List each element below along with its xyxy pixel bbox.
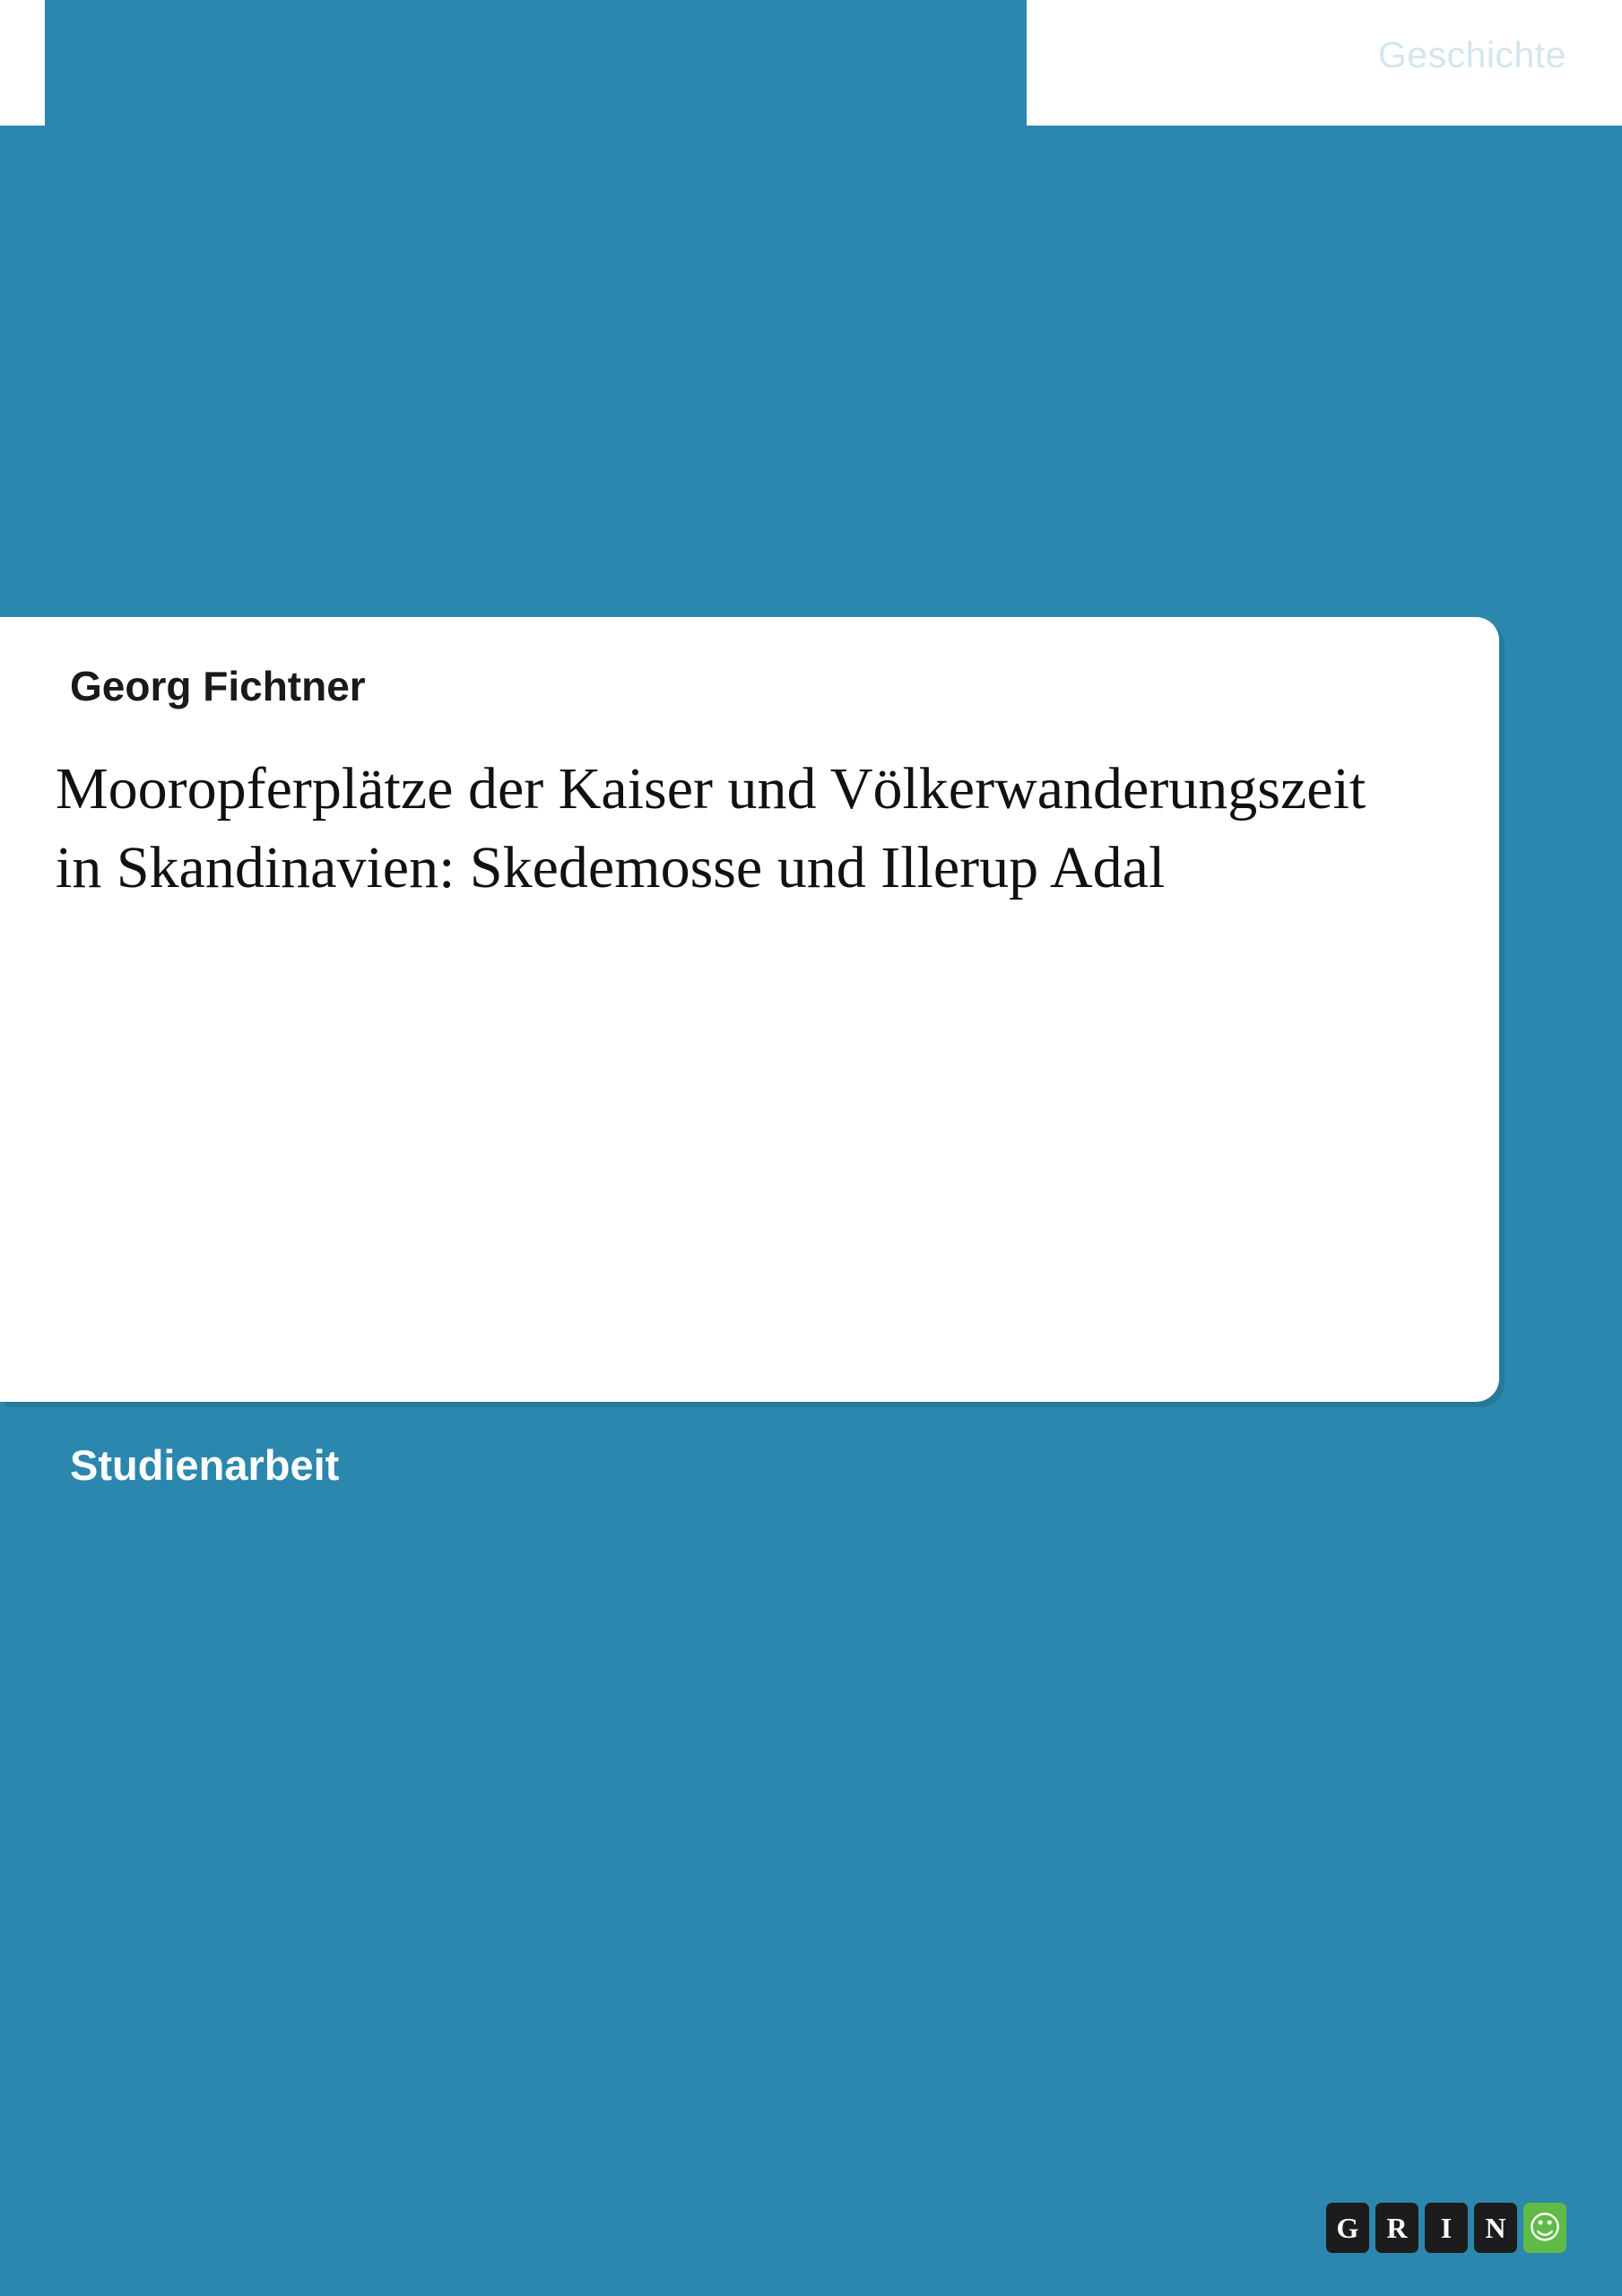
author-name: Georg Fichtner	[70, 663, 366, 709]
page-title: Mooropferplätze der Kaiser und Völkerwanderungszeit in Skandinavien: Skedemosse und Illerup Adal	[56, 756, 1366, 900]
category-label: Geschichte	[1377, 34, 1566, 75]
logo-letter-i: I	[1425, 2203, 1468, 2253]
title-card	[0, 617, 1499, 1402]
grin-publisher-logo	[1326, 2203, 1566, 2253]
document-type-label: Studienarbeit	[70, 1441, 340, 1489]
smiley-icon: ☺	[1523, 2203, 1566, 2253]
logo-letter-g: G	[1326, 2203, 1369, 2253]
logo-letter-n: N	[1474, 2203, 1517, 2253]
logo-letter-r: R	[1375, 2203, 1418, 2253]
cover-top-left-notch	[0, 0, 45, 126]
